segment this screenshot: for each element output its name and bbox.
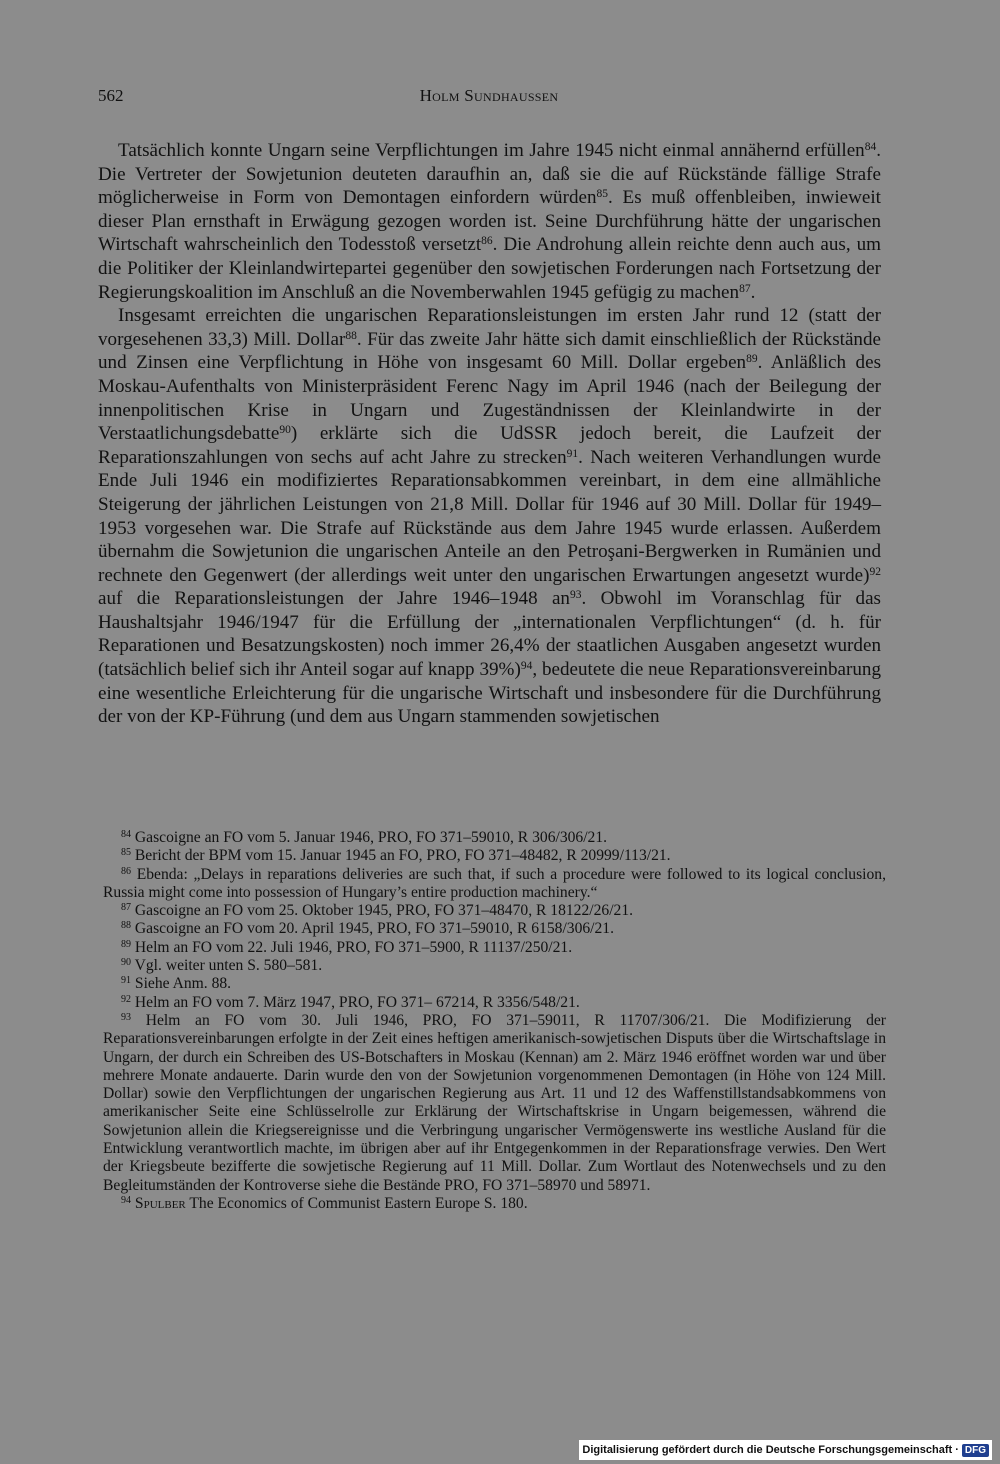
footnote-text: Bericht der BPM vom 15. Januar 1945 an FO, PRO, FO 371–48482, R 20999/113/21. <box>134 847 671 865</box>
page-number: 562 <box>98 86 124 105</box>
footnote-text: Gascoigne an FO vom 5. Januar 1946, PRO, FO 371–59010, R 306/306/21. <box>134 829 608 846</box>
footnote-number: 87 <box>121 902 131 914</box>
running-head-author: Holm Sundhaussen <box>419 86 559 105</box>
footnote <box>103 939 886 957</box>
paragraph-2 <box>98 304 881 729</box>
text-run: . Obwohl im Voranschlag für das Haushaltsjahr 1946/1947 für die Erfüllung der „internationalen Verpflichtungen“ (d. h. für Reparationen und Besatzungskosten) noch immer 26,4% der staatlichen Ausgaben angesetzt wurden (tatsächlich belief sich ihr Anteil sogar auf knapp 39%) <box>98 588 881 681</box>
footnote-number: 91 <box>121 975 131 987</box>
footnote-ref[interactable]: 94 <box>520 660 533 673</box>
text-run: Insgesamt erreichten die ungarischen Reparationsleistungen im ersten Jahr rund 12 (statt der vorgesehenen 33,3) Mill. Dollar <box>98 305 881 350</box>
footnote-ref[interactable]: 93 <box>569 589 582 602</box>
footnote-number: 94 <box>121 1194 131 1206</box>
footnote-ref[interactable]: 90 <box>279 424 291 437</box>
footnote <box>103 866 886 903</box>
text-run: . Es muß offenbleiben, inwieweit dieser Plan ernsthaft in Erwägung gezogen worden ist. Seine Durchführung hätte der ungarischen Wirtschaft wahrscheinlich den Todesstoß versetzt <box>98 187 881 256</box>
footnote-ref[interactable]: 91 <box>566 447 579 460</box>
footnote-ref[interactable]: 92 <box>869 565 881 578</box>
footnote-text: Gascoigne an FO vom 20. April 1945, PRO, FO 371–59010, R 6158/306/21. <box>134 920 614 938</box>
footnote-number: 89 <box>121 938 131 950</box>
footnote <box>103 1195 886 1213</box>
footnote-author: Spulber <box>134 1194 186 1212</box>
footnote-ref[interactable]: 89 <box>746 353 758 366</box>
footnote-number: 90 <box>121 957 131 969</box>
page-header <box>98 86 880 110</box>
text-run: . Anläßlich des Moskau-Aufenthalts von Ministerpräsident Ferenc Nagy im April 1946 (nach der Beilegung der innenpolitischen Krise in Ungarn und Zugeständnissen der Kleinlandwirte in der Verstaatlichungsdebatte <box>98 352 882 445</box>
funding-credit <box>579 1440 992 1460</box>
footnote-text: Siehe Anm. 88. <box>134 975 232 993</box>
footnote-text: Ebenda: „Delays in reparations deliveries are such that, if such a procedure were followed to its logical conclusion, Russia might come into possession of Hungary’s entire production machinery.“ <box>103 865 886 901</box>
footnote <box>103 902 886 920</box>
text-run: auf die Reparationsleistungen der Jahre 1946–1948 an <box>98 588 570 610</box>
text-run: , bedeutete die neue Reparationsvereinbarung eine wesentliche Erleichterung für die ungarische Wirtschaft und insbesondere für die Durchführung der von der KP-Führung (und dem aus Ungarn stammenden sowjetischen <box>98 659 881 728</box>
text-run: . Für das zweite Jahr hätte sich damit einschließlich der Rückstände und Zinsen eine Verpflichtung in Höhe von insgesamt 60 Mill. Dollar ergeben <box>98 328 881 374</box>
footnote-text: The Economics of Communist Eastern Europe S. 180. <box>185 1194 528 1212</box>
credit-text: Digitalisierung gefördert durch die Deutsche Forschungsgemeinschaft · <box>582 1444 959 1456</box>
footnote-text: Helm an FO vom 22. Juli 1946, PRO, FO 371–5900, R 11137/250/21. <box>134 938 573 956</box>
footnote-ref[interactable]: 85 <box>596 188 609 201</box>
footnote-ref[interactable]: 88 <box>345 329 357 342</box>
footnote <box>103 994 886 1012</box>
footnote-text: Gascoigne an FO vom 25. Oktober 1945, PRO, FO 371–48470, R 18122/26/21. <box>134 902 634 920</box>
text-run: . Die Androhung allein reichte denn auch aus, um die Politiker der Kleinlandwirtepartei gegenüber den sowjetischen Forderungen nach Fortsetzung der Regierungskoalition im Anschluß an die Novemberwahlen 1945 gefügig zu machen <box>98 234 881 303</box>
footnote <box>103 829 886 847</box>
footnote-number: 88 <box>121 920 131 932</box>
footnotes <box>103 829 886 1213</box>
text-run: . Die Vertreter der Sowjetunion deuteten daraufhin an, daß sie die auf Rückstände fällige Strafe möglicherweise in Form von Demontagen einfordern würden <box>98 140 881 209</box>
footnote-text: Helm an FO vom 7. März 1947, PRO, FO 371– 67214, R 3356/548/21. <box>134 993 580 1011</box>
footnote <box>103 920 886 938</box>
footnote-text: Helm an FO vom 30. Juli 1946, PRO, FO 371–59011, R 11707/306/21. Die Modifizierung der Reparationsvereinbarungen erfolgte in der Zeit eines heftigen amerikanisch-sowjetischen Disputs über die Wirtschaftslage in Ungarn, der durch ein Schreiben des US-Botschafters in Moskau (Kennan) am 2. März 1946 eröffnet worden war und über mehrere Monate andauerte. Darin wurde den von der Sowjetunion vorgenommenen Demontagen (in Höhe von 124 Mill. Dollar) sowie den Verpflichtungen der ungarischen Regierung aus Art. 11 und 12 des Waffenstillstandsabkommens von amerikanischer Seite eine Schlüsselrolle zur Erklärung der Wirtschaftskrise in Ungarn beigemessen, während die Sowjetunion allein die Kriegsereignisse und die Verbringung ungarischer Vermögenswerte ins westliche Ausland für die Entwicklung verantwortlich machte, im übrigen aber auf ihr Entgegenkommen in der Reparationsfrage verwies. Den Wert der Kriegsbeute bezifferte die sowjetische Regierung auf 11 Mill. Dollar. Zum Wortlaut des Notenwechsels und zu den Begleitumständen der Kontroverse siehe die Bestände PRO, FO 371–58970 und 58971. <box>103 1011 886 1194</box>
footnote-number: 84 <box>121 829 131 840</box>
footnote-text: Vgl. weiter unten S. 580–581. <box>134 957 323 975</box>
paragraph-1 <box>98 139 881 304</box>
text-run: Tatsächlich konnte Ungarn seine Verpflichtungen im Jahre 1945 nicht einmal annähernd erfüllen <box>118 140 865 161</box>
footnote-number: 92 <box>121 993 131 1005</box>
footnote <box>103 847 886 865</box>
footnote <box>103 1012 886 1195</box>
text-run: . <box>750 281 756 303</box>
footnote <box>103 957 886 975</box>
footnote-number: 93 <box>121 1011 131 1023</box>
footnote-ref[interactable]: 84 <box>864 141 877 153</box>
text-run: ) erklärte sich die UdSSR jedoch bereit, die Laufzeit der Reparationszahlungen von sechs auf acht Jahre zu strecken <box>98 423 881 468</box>
footnote-number: 85 <box>121 847 131 859</box>
main-text <box>98 139 881 729</box>
footnote <box>103 975 886 993</box>
dfg-logo: DFG <box>962 1444 989 1457</box>
text-run: . Nach weiteren Verhandlungen wurde Ende Juli 1946 ein modifiziertes Reparationsabkommen vereinbart, in dem eine allmähliche Steigerung der jährlichen Leistungen von 21,8 Mill. Dollar für 1946 auf 30 Mill. Dollar für 1949–1953 vorgesehen war. Die Strafe auf Rückstände aus dem Jahre 1945 wurde erlassen. Außerdem übernahm die Sowjetunion die ungarischen Anteile an den Petroşani-Bergwerken in Rumänien und rechnete den Gegenwert (der allerdings weit unter den ungarischen Erwartungen angesetzt wurde) <box>98 446 881 586</box>
footnote-ref[interactable]: 87 <box>739 282 751 295</box>
footnote-ref[interactable]: 86 <box>481 235 493 248</box>
footnote-number: 86 <box>121 865 131 877</box>
